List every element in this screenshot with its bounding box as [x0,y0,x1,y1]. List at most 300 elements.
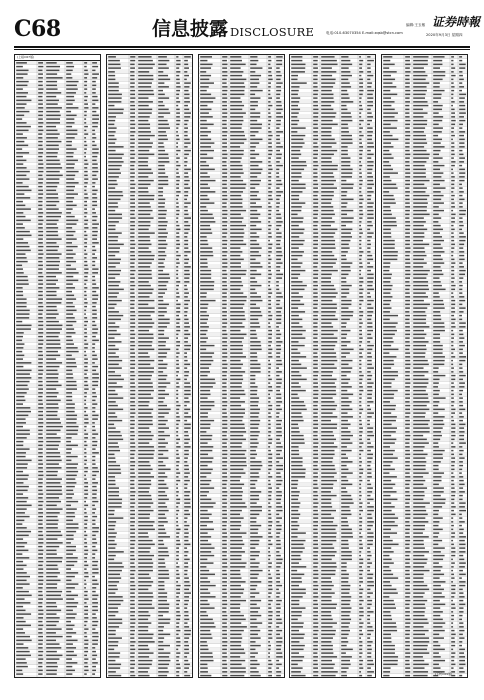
table-cell-text [250,450,256,452]
table-cell-text [16,107,25,109]
table-cell-text [46,467,61,469]
table-cell-text [268,139,271,141]
table-cell-text [184,292,189,294]
table-cell-text [108,371,115,373]
table-cell-text [313,656,318,658]
table-cell-text [46,227,58,229]
table-cell-text [359,649,362,651]
table-cell-text [158,525,164,527]
table-cell-text [66,666,72,668]
table-cell-text [138,330,149,332]
table-cell-text [313,300,318,302]
table-cell-text [200,307,207,309]
table-cell-text [16,295,23,297]
table-cell-text [291,532,306,534]
table-cell-text [176,319,180,321]
table-cell-text [38,107,43,109]
table-cell-text [291,476,305,478]
table-cell-text [66,321,76,323]
table-cell-text [276,431,281,433]
table-cell-text [230,480,240,482]
table-cell-text [230,645,241,647]
table-cell-text [359,337,362,339]
table-cell-text [276,454,280,456]
table-cell-text [138,405,148,407]
table-cell-text [359,217,362,219]
table-row-bg [107,115,193,119]
table-cell-text [108,480,115,482]
table-cell-text [222,574,227,576]
table-cell-text [367,259,373,261]
table-cell-text [359,626,362,628]
table-cell-text [268,206,271,208]
table-cell-text [138,637,152,639]
table-cell-text [341,75,352,77]
table-cell-text [46,190,56,192]
table-cell-text [66,148,76,150]
table-cell-text [313,56,318,58]
table-cell-text [291,581,302,583]
table-cell-text [138,652,153,654]
table-cell-text [66,471,78,473]
table-cell-text [321,135,331,137]
table-cell-text [367,521,374,523]
table-cell-text [291,574,304,576]
table-cell-text [138,240,150,242]
table-cell-text [38,512,43,514]
table-cell-text [108,94,122,96]
table-cell-text [130,214,134,216]
table-cell-text [16,602,30,604]
table-cell-text [250,206,262,208]
table-cell-text [250,637,260,639]
table-cell-text [276,491,282,493]
table-cell-text [84,268,88,270]
table-cell-text [367,270,371,272]
table-cell-text [184,345,191,347]
table-cell-text [92,126,98,128]
table-cell-text [359,446,361,448]
table-cell-text [176,574,179,576]
table-row-bg [199,558,285,562]
table-cell-text [200,210,208,212]
table-cell-text [268,555,271,557]
table-cell-text [184,394,191,396]
table-cell-text [158,255,166,257]
table-cell-text [250,664,259,666]
table-cell-text [130,375,135,377]
table-cell-text [138,570,153,572]
table-cell-text [84,430,86,432]
table-cell-text [341,127,348,129]
table-cell-text [46,531,61,533]
table-cell-text [108,517,123,519]
table-cell-text [84,550,88,552]
table-cell-text [268,86,271,88]
table-cell-text [66,452,71,454]
table-cell-text [158,307,166,309]
table-cell-text [313,574,318,576]
table-cell-text [291,67,305,69]
table-cell-text [268,412,270,414]
table-cell-text [291,529,298,531]
table-cell-text [92,460,95,462]
table-cell-text [66,396,72,398]
table-cell-text [38,88,43,90]
table-cell-text [138,600,152,602]
table-cell-text [176,124,179,126]
table-cell-text [108,626,119,628]
table-cell-text [276,364,282,366]
table-cell-text [359,427,363,429]
table-cell-text [268,202,270,204]
table-cell-text [222,251,227,253]
table-cell-text [46,257,59,259]
table-cell-text [16,583,29,585]
table-cell-text [108,667,120,669]
table-cell-text [367,94,373,96]
table-cell-text [230,161,240,163]
table-cell-text [66,276,73,278]
table-cell-text [200,161,206,163]
table-cell-text [66,501,78,503]
table-rows [107,55,193,678]
table-cell-text [268,416,271,418]
table-cell-text [92,118,99,120]
table-cell-text [184,431,188,433]
table-cell-text [108,649,114,651]
table-cell-text [130,356,135,358]
table-cell-text [313,135,318,137]
table-cell-text [84,366,87,368]
table-cell-text [84,216,86,218]
table-cell-text [184,634,190,636]
table-row-bg [199,340,285,344]
table-cell-text [276,390,280,392]
table-cell-text [108,236,118,238]
table-cell-text [200,427,210,429]
table-cell-text [130,199,135,201]
table-cell-text [16,655,31,657]
table-cell-text [38,621,42,623]
table-cell-text [291,154,301,156]
table-cell-text [138,382,152,384]
table-cell-text [313,420,318,422]
table-cell-text [359,79,363,81]
table-cell-text [268,574,271,576]
table-cell-text [158,431,164,433]
table-cell-text [176,431,178,433]
table-cell-text [184,262,188,264]
table-cell-text [66,103,73,105]
table-cell-text [138,577,151,579]
table-cell-text [176,660,179,662]
table-cell-text [359,71,363,73]
table-cell-text [138,112,152,114]
table-cell-text [200,465,207,467]
table-cell-text [367,367,374,369]
table-cell-text [341,472,353,474]
table-cell-text [222,142,227,144]
table-cell-text [130,274,134,276]
table-cell-text [46,126,56,128]
table-cell-text [321,79,335,81]
table-cell-text [108,547,115,549]
table-cell-text [46,148,59,150]
table-cell-text [16,553,22,555]
table-cell-text [250,135,255,137]
table-cell-text [230,401,245,403]
table-cell-text [268,622,272,624]
table-cell-text [250,465,262,467]
table-cell-text [16,280,28,282]
table-cell-text [230,562,246,564]
table-cell-text [158,161,169,163]
table-cell-text [230,544,244,546]
table-cell-text [184,446,190,448]
table-cell-text [291,236,299,238]
table-cell-text [38,111,43,113]
table-cell-text [222,559,227,561]
table-cell-text [230,311,244,313]
table-cell-text [291,116,297,118]
table-cell-text [276,664,282,666]
table-cell-text [92,587,96,589]
table-cell-text [313,341,318,343]
table-cell-text [84,302,87,304]
table-cell-text [184,184,188,186]
table-cell-text [250,367,260,369]
table-cell-text [108,484,115,486]
table-cell-text [92,145,96,147]
table-cell-text [66,223,76,225]
table-cell-text [66,362,76,364]
table-cell-text [313,101,318,103]
table-cell-text [158,480,164,482]
table-cell-text [84,478,86,480]
table-cell-text [92,231,98,233]
table-cell-text [184,424,191,426]
table-cell-text [108,97,121,99]
table-cell-text [230,457,246,459]
table-cell-text [130,439,134,441]
table-cell-text [158,285,166,287]
table-cell-text [341,360,352,362]
table-cell-text [222,664,227,666]
table-cell-text [276,56,282,58]
table-cell-text [200,506,213,508]
table-cell-text [84,553,88,555]
table-cell-text [184,311,187,313]
table-rows [290,55,376,678]
table-cell-text [46,66,60,68]
table-cell-text [92,246,95,248]
table-cell-text [268,491,272,493]
table-cell-text [38,73,43,75]
table-cell-text [184,172,188,174]
table-cell-text [184,476,188,478]
table-cell-text [222,146,227,148]
table-cell-text [158,154,168,156]
table-cell-text [66,366,77,368]
table-cell-text [176,656,179,658]
table-cell-text [108,446,119,448]
table-cell-text [222,619,227,621]
table-cell-text [46,441,60,443]
table-cell-text [230,409,245,411]
table-cell-text [84,250,86,252]
table-cell-text [291,124,297,126]
table-cell-text [138,551,149,553]
table-cell-text [200,112,209,114]
table-cell-text [84,463,86,465]
table-cell-text [230,210,246,212]
table-cell-text [250,251,259,253]
table-cell-text [108,289,124,291]
table-cell-text [341,120,352,122]
table-cell-text [16,205,25,207]
table-cell-text [176,199,178,201]
table-cell-text [341,187,353,189]
table-cell-text [291,495,299,497]
table-cell-text [359,375,363,377]
table-cell-text [66,246,77,248]
table-cell-text [108,540,114,542]
table-cell-text [16,141,24,143]
table-cell-text [230,64,245,66]
table-cell-text [222,570,226,572]
table-cell-text [158,416,164,418]
table-cell-text [359,454,361,456]
table-cell-text [268,236,272,238]
table-cell-text [130,229,134,231]
table-cell-text [313,195,317,197]
table-cell-text [16,388,29,390]
table-cell-text [268,551,270,553]
table-cell-text [222,75,227,77]
table-cell-text [200,345,214,347]
table-cell-text [222,461,227,463]
table-cell-text [321,412,332,414]
table-cell-text [46,310,57,312]
table-cell-text [230,300,246,302]
table-cell-text [130,521,135,523]
table-cell-text [158,304,169,306]
table-cell-text [200,476,206,478]
table-cell-text [184,619,189,621]
table-cell-text [130,367,135,369]
table-cell-text [108,259,121,261]
table-cell-text [230,439,246,441]
table-cell-text [230,364,243,366]
table-cell-text [250,600,261,602]
table-cell-text [16,471,23,473]
table-cell-text [268,457,272,459]
table-cell-text [66,523,78,525]
table-cell-text [92,193,96,195]
table-cell-text [200,172,207,174]
table-cell-text [321,322,331,324]
table-cell-text [46,261,60,263]
table-cell-text [367,596,370,598]
table-cell-text [200,304,208,306]
table-cell-text [222,675,227,677]
table-cell-text [130,266,134,268]
table-cell-text [66,520,73,522]
table-cell-text [359,367,361,369]
table-cell-text [66,355,72,357]
table-cell-text [230,86,245,88]
table-cell-text [130,634,134,636]
table-cell-text [138,585,151,587]
table-cell-text [184,514,190,516]
table-cell-text [158,150,165,152]
table-cell-text [38,497,42,499]
table-cell-text [313,536,317,538]
table-cell-text [276,322,281,324]
table-cell-text [313,131,318,133]
table-cell-text [268,607,271,609]
table-cell-text [176,506,178,508]
table-cell-text [158,322,169,324]
table-cell-text [230,405,241,407]
table-cell-text [138,187,148,189]
table-cell-text [250,86,257,88]
table-cell-text [176,67,179,69]
table-cell-text [222,495,227,497]
table-cell-text [341,109,347,111]
table-cell-text [16,298,26,300]
table-cell-text [184,259,189,261]
table-cell-text [16,62,27,64]
table-cell-text [222,105,227,107]
table-cell-text [268,532,271,534]
table-cell-text [291,626,303,628]
table-cell-text [130,79,134,81]
table-cell-text [84,283,86,285]
table-cell-text [250,307,260,309]
table-cell-text [138,390,154,392]
table-cell-text [200,634,211,636]
table-cell-text [176,352,179,354]
table-cell-text [46,122,60,124]
table-cell-text [66,475,77,477]
table-cell-text [291,341,298,343]
table-cell-text [66,445,78,447]
table-cell-text [276,319,281,321]
table-cell-text [108,660,115,662]
table-cell-text [108,397,123,399]
table-cell-text [222,536,227,538]
table-cell-text [92,385,98,387]
table-cell-text [200,454,208,456]
table-cell-text [16,253,25,255]
table-cell-text [200,266,208,268]
table-cell-text [222,79,227,81]
table-cell-text [341,439,350,441]
table-cell-text [158,165,164,167]
table-cell-text [138,420,152,422]
table-cell-text [250,311,261,313]
table-cell-text [92,160,96,162]
table-cell-text [291,551,302,553]
table-cell-text [200,274,211,276]
table-cell-text [276,345,281,347]
table-cell-text [359,259,361,261]
table-cell-text [92,302,96,304]
contact-line: 电话:010-63070354 E-mail:zqsb@stcn.com [326,31,403,35]
table-cell-text [341,259,346,261]
